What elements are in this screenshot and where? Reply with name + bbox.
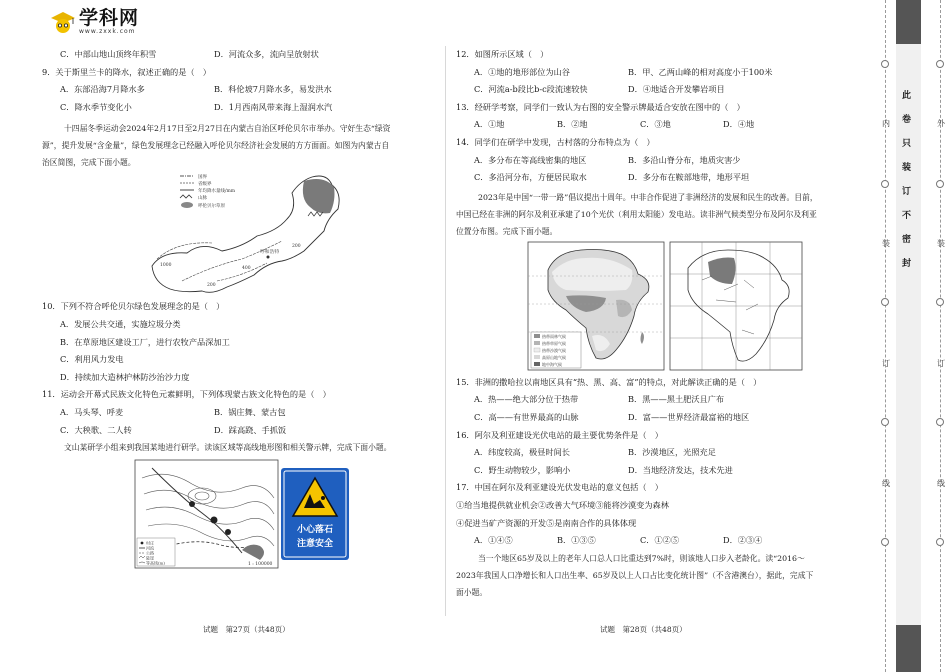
page-footer-left: 试题 第27页（共48页） <box>203 625 290 634</box>
logo <box>50 8 139 35</box>
map3-legend-label: 热带雨林气候 <box>542 333 566 339</box>
q9-option-a: A．东部沿海7月降水多 <box>60 84 145 95</box>
q9-stem: 9．关于斯里兰卡的降水，叙述正确的是（ ） <box>42 66 211 77</box>
q16-options-row1 <box>456 444 856 462</box>
outer-label-char: 线 <box>937 479 945 488</box>
africa-climate-maps <box>456 240 856 374</box>
logo-url: www.zxxk.com <box>79 28 136 35</box>
q11-stem: 11．运动会开幕式民族文化特色元素鲜明，下列体现蒙古族文化特色的是（ ） <box>42 389 331 400</box>
passage-line: 2023年是中国“一带一路”倡议提出十周年。中非合作促进了非洲经济的发展和民生的改善。目前， <box>478 192 818 202</box>
q12-options-row1 <box>456 64 856 82</box>
q16-options-row2 <box>456 462 856 480</box>
right-column <box>456 46 856 601</box>
q9-option-b: B．科伦坡7月降水多，易发洪水 <box>214 84 332 95</box>
mortarboard-icon <box>50 10 76 34</box>
map1-legend <box>180 173 236 209</box>
q9-option-d: D．1月西南风带来海上湿润水汽 <box>214 101 333 112</box>
q13-options <box>456 116 856 134</box>
passage-line: 位置分布图。完成下面小题。 <box>456 226 558 236</box>
q13-option-a: A．①地 <box>474 119 505 130</box>
seal-char: 卷 <box>902 115 912 125</box>
map1-legend-label: 国界 <box>198 175 207 181</box>
q15-stem: 15．非洲的撒哈拉以南地区具有“热、黑、高、富”的特点，对此解读正确的是（ ） <box>456 376 762 387</box>
q13-option-b: B．②地 <box>557 119 588 130</box>
binding-hole-marker <box>936 180 944 188</box>
q14-option-d: D．多分布在鞍部地带，地形平坦 <box>628 172 750 183</box>
q12-option-a: A．①地的地形部位为山谷 <box>474 66 570 77</box>
passage-inner-mongolia <box>42 120 434 171</box>
binding-hole-marker <box>881 418 889 426</box>
seal-char: 订 <box>902 187 912 197</box>
outer-dashed-line <box>940 0 941 672</box>
q17-item-line: ④促进当矿产资源的开发⑤是南南合作的具体体现 <box>456 517 637 528</box>
inner-dashed-line <box>885 0 886 672</box>
q16-option-d: D．当地经济发达，技术先进 <box>628 464 733 475</box>
q17-item-line: ①给当地提供就业机会②改善大气环境③能将沙漠变为森林 <box>456 499 669 510</box>
q9-options-row1 <box>42 81 434 99</box>
map1-legend-label: 年均降水量线/mm <box>198 189 236 195</box>
q17-options <box>456 532 856 550</box>
q15-option-d: D．富——世界经济最富裕的地区 <box>628 411 750 422</box>
passage-aging-population <box>456 550 856 601</box>
q14-option-b: B．多沿山脊分布，地质灾害少 <box>628 154 741 165</box>
q11-option-a: A．马头琴、呼麦 <box>60 406 124 417</box>
contour-map-figure <box>42 458 434 571</box>
inner-mongolia-map <box>42 171 434 298</box>
q13-option-d: D．④地 <box>723 119 755 130</box>
map1-legend-label: 山脉 <box>198 196 207 202</box>
inner-label-char: 线 <box>882 479 890 488</box>
q14-stem: 14．同学们在研学中发现，古村落的分布特点为（ ） <box>456 136 655 147</box>
q15-options-row2 <box>456 409 856 427</box>
binding-hole-marker <box>936 298 944 306</box>
q14-options-row2 <box>456 169 856 187</box>
africa-climate-map <box>528 242 664 370</box>
q17-option-d: D．②③④ <box>723 535 763 546</box>
q11-option-c: C．大秧歌、二人转 <box>60 424 132 435</box>
q17-stem: 17．中国在阿尔及利亚建设光伏发电站的意义包括（ ） <box>456 482 663 493</box>
passage-field-trip: 文山某研学小组来到我国某地进行研学。读该区域等高线地形图和相关警示牌，完成下面小题。 <box>64 443 392 453</box>
seal-char: 此 <box>902 91 912 101</box>
q10-option-b: B．在草原地区建设工厂，进行农牧产品深加工 <box>60 336 230 347</box>
map1-label-city: 呼和浩特 <box>260 250 280 256</box>
q12-option-d: D．④地适合开发攀岩项目 <box>628 84 725 95</box>
q12-options-row2 <box>456 81 856 99</box>
q10-option-d: D．持续加大造林护林防沙治沙力度 <box>60 371 190 382</box>
map1-legend-label: 呼伦贝尔草原 <box>198 204 225 210</box>
q16-stem: 16．阿尔及利亚建设光伏电站的最主要优势条件是（ ） <box>456 429 663 440</box>
q14-option-c: C．多沿河分布，方便居民取水 <box>474 172 587 183</box>
map1-label: 200 <box>292 244 301 250</box>
binding-hole-marker <box>936 418 944 426</box>
binding-hole-marker <box>881 60 889 68</box>
q9-option-c: C．降水季节变化小 <box>60 101 132 112</box>
binding-hole-marker <box>881 538 889 546</box>
passage-line: 面小题。 <box>456 587 488 597</box>
q11-option-b: B．锅庄舞、蒙古包 <box>214 406 286 417</box>
q13-option-c: C．③地 <box>640 119 671 130</box>
q12-option-c: C．河流a-b段比b-c段流速较快 <box>474 84 588 95</box>
q12-option-b: B．甲、乙两山峰的相对高度小于100米 <box>628 66 773 77</box>
passage-line: 2023年我国人口净增长和人口出生率、65岁及以上人口占比变化统计图”（不含港澳台），据此，完成下 <box>456 570 814 580</box>
q15-option-c: C．高——有世界最高的山脉 <box>474 411 579 422</box>
binding-hole-marker <box>881 298 889 306</box>
seal-char: 只 <box>902 139 912 149</box>
map3-legend-label: 热带沙漠气候 <box>542 347 566 353</box>
page-footer-right: 试题 第28页（共48页） <box>600 625 687 634</box>
map2-legend-label: 等高线(m) <box>146 560 165 566</box>
map3-legend-label: 地中海气候 <box>542 361 562 367</box>
q15-options-row1 <box>456 391 856 409</box>
inner-label-char: 内 <box>882 119 890 128</box>
passage-line: 当一个地区65岁及以上的老年人口总人口比重达到7%时，则该地人口步入老龄化。读“2016～ <box>478 553 805 563</box>
binding-hole-marker <box>881 180 889 188</box>
map3-legend-label: 高原山地气候 <box>542 354 566 360</box>
q8-option-c: C．中部山地山顶终年积雪 <box>60 49 157 59</box>
q10-option-c: C．利用风力发电 <box>60 354 124 365</box>
passage-belt-and-road <box>456 189 856 240</box>
map2-legend-label: 河流 <box>146 545 154 551</box>
sign-line1: 小心落石 <box>296 525 334 536</box>
outer-label-char: 外 <box>937 119 945 128</box>
q8-options <box>42 46 434 64</box>
q12-stem: 12．如图所示区域（ ） <box>456 49 549 59</box>
map2-legend-label: 村庄 <box>146 540 154 546</box>
q11-options-row2 <box>42 422 434 440</box>
falling-rock-sign <box>281 468 349 560</box>
passage-line: 中国已经在非洲的阿尔及利亚承建了10个光伏（利用太阳能）发电站。读非洲气候类型分布及阿尔及利亚 <box>456 209 817 219</box>
q9-options-row2 <box>42 99 434 117</box>
q17-option-b: B．①③⑤ <box>557 535 596 546</box>
q16-option-c: C．野生动物较少，影响小 <box>474 464 571 475</box>
q8-option-d: D．河流众多，流向呈放射状 <box>214 49 319 59</box>
seal-char: 密 <box>902 235 912 245</box>
q13-stem: 13．经研学考察，同学们一致认为右图的安全警示牌最适合安放在图中的（ ） <box>456 101 745 112</box>
map1-legend-label: 省级界 <box>198 182 212 188</box>
binding-top-block <box>896 0 921 44</box>
left-column <box>42 46 434 571</box>
q17-option-a: A．①④⑤ <box>474 535 513 546</box>
column-divider <box>445 46 446 616</box>
binding-hole-marker <box>936 60 944 68</box>
q17-option-c: C．①②⑤ <box>640 535 680 546</box>
q11-option-d: D．踩高跷、手抓饭 <box>214 424 287 435</box>
map1-label: 200 <box>207 283 216 289</box>
map2-scale: 1 : 100000 <box>248 562 273 568</box>
inner-label-char: 订 <box>882 359 890 368</box>
binding-bottom-block <box>896 625 921 672</box>
outer-label-char: 装 <box>937 239 945 248</box>
map1-label: 1000 <box>160 263 172 269</box>
q10-stem: 10．下列不符合呼伦贝尔绿色发展理念的是（ ） <box>42 301 225 312</box>
map3-legend-label: 热带草原气候 <box>542 340 566 346</box>
seal-char: 装 <box>902 163 912 173</box>
algeria-location-map <box>670 242 802 370</box>
sign-line2: 注意安全 <box>296 539 334 550</box>
q15-option-a: A．热——绝大部分位于热带 <box>474 394 579 405</box>
q14-options-row1 <box>456 152 856 170</box>
q16-option-b: B．沙漠地区，光照充足 <box>628 447 716 458</box>
q15-option-b: B．黑——黑土肥沃且广布 <box>628 394 725 405</box>
q16-option-a: A．纬度较高，极昼时间长 <box>474 447 570 458</box>
seal-char: 不 <box>902 211 912 221</box>
seal-char: 封 <box>902 259 912 269</box>
inner-label-char: 装 <box>882 239 890 248</box>
passage-line: 十四届冬季运动会2024年2月17日至2月27日在内蒙古自治区呼伦贝尔市举办。守好生态“绿资 <box>64 124 391 134</box>
q14-option-a: A．多分布在等高线密集的地区 <box>474 154 587 165</box>
q10-option-a: A．发展公共交通，实施垃圾分类 <box>60 318 181 329</box>
map1-label: 400 <box>242 266 251 272</box>
map2-legend-label: 陡崖 <box>146 555 154 561</box>
outer-label-char: 订 <box>937 359 945 368</box>
q11-options-row1 <box>42 404 434 422</box>
passage-line: 源”，提升发展“含金量”，绿色发展理念已经融入呼伦贝尔经济社会发展的方方面面。如图为内蒙古自 <box>42 141 390 151</box>
map2-legend-label: 公路 <box>146 550 154 556</box>
logo-name: 学科网 <box>79 7 140 29</box>
contour-map <box>135 460 278 568</box>
binding-hole-marker <box>936 538 944 546</box>
passage-line: 治区简图，完成下面小题。 <box>42 158 136 168</box>
